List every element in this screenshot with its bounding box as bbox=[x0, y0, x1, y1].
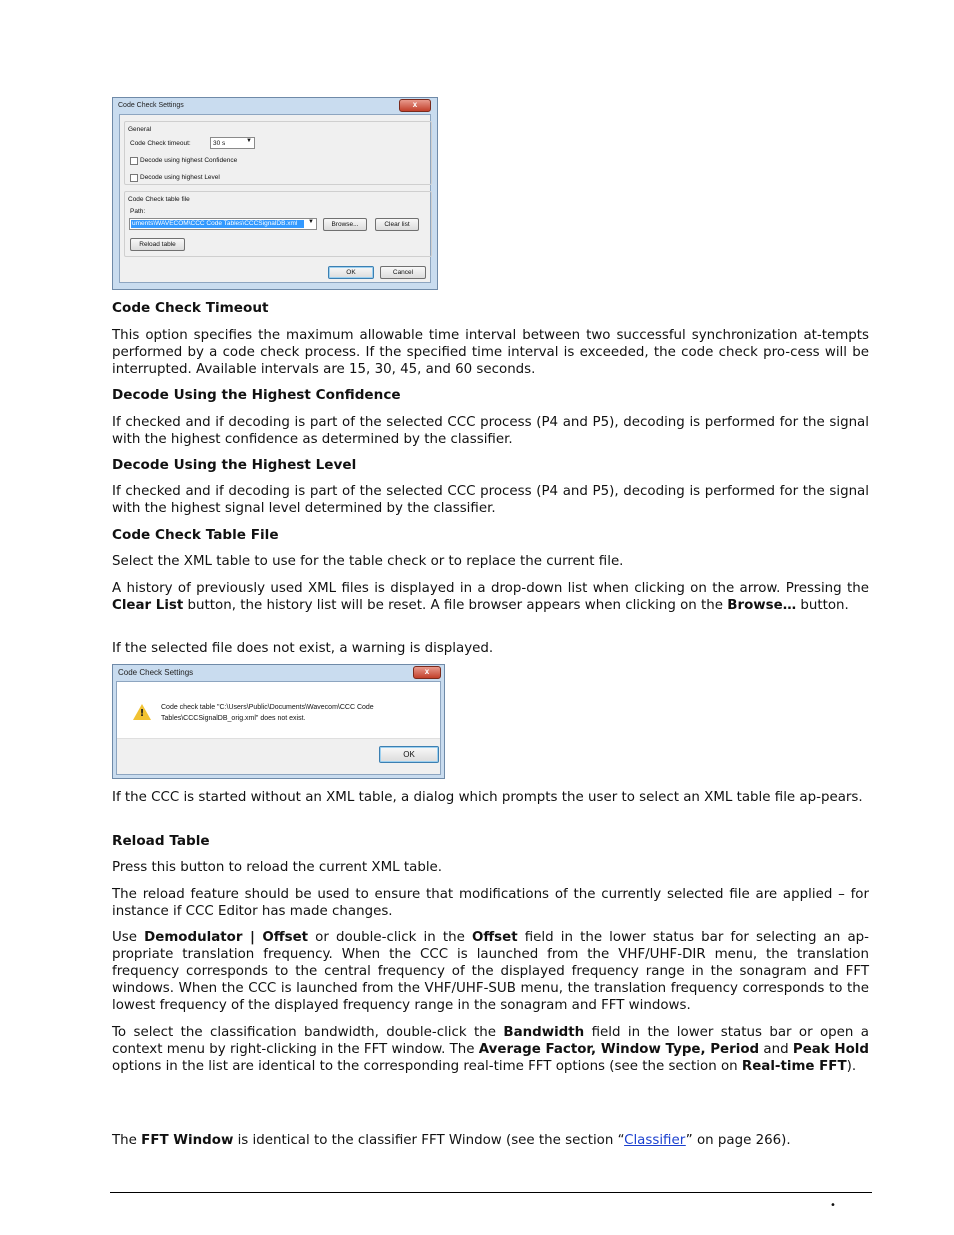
text-run: ” on page 266). bbox=[685, 1133, 791, 1148]
timeout-value: 30 s bbox=[213, 140, 226, 147]
path-label: Path: bbox=[130, 208, 146, 215]
confidence-heading: Decode Using the Highest Confidence bbox=[112, 387, 401, 403]
confidence-checkbox[interactable] bbox=[130, 157, 138, 165]
text-run: Use bbox=[112, 930, 145, 945]
text-run: To select the classification bandwidth, double-click the bbox=[112, 1025, 504, 1040]
warning-message-line-1: Code check table "C:\Users\Public\Documents\Wavecom\CCC Code bbox=[161, 704, 374, 711]
timeout-select[interactable] bbox=[210, 137, 255, 149]
timeout-label: Code Check timeout: bbox=[130, 140, 191, 147]
warning-dialog-footer bbox=[117, 738, 440, 774]
fft-window-text bbox=[112, 1132, 869, 1149]
chevron-down-icon: ▼ bbox=[308, 219, 314, 225]
browse-ref: Browse… bbox=[727, 598, 797, 613]
clear-list-ref: Clear List bbox=[112, 598, 184, 613]
dialog-title: Code Check Settings bbox=[118, 102, 184, 109]
dialog-client bbox=[119, 114, 431, 283]
browse-button[interactable]: Browse... bbox=[323, 218, 367, 231]
footer-bullet: • bbox=[830, 1200, 836, 1211]
close-icon[interactable]: x bbox=[399, 99, 431, 112]
text-run: options in the list are identical to the corresponding real-time FFT options (see the section on bbox=[112, 1059, 742, 1074]
table-file-text-3: If the selected file does not exist, a warning is displayed. bbox=[112, 641, 494, 656]
text-run: ). bbox=[846, 1059, 857, 1074]
timeout-text: This option specifies the maximum allowable time interval between two successful synchronization at-tempts performed by a code check process. If the specified time interval is exceeded, the code check pro-cess will be interrupted. Available intervals are 15, 30, 45, and 60 seconds. bbox=[112, 328, 869, 377]
no-table-text: If the CCC is started without an XML table, a dialog which prompts the user to select an XML table file ap-pears. bbox=[112, 790, 863, 805]
warning-dialog-client bbox=[116, 681, 441, 775]
demodulator-offset-ref: Demodulator | Offset bbox=[144, 930, 309, 945]
table-file-group-label: Code Check table file bbox=[128, 196, 190, 203]
level-checkbox[interactable] bbox=[130, 174, 138, 182]
close-icon[interactable]: x bbox=[413, 666, 441, 679]
warning-icon-mark: ! bbox=[139, 708, 145, 719]
path-value: uments\WAVECOM\CCC Code Tables\CCCSignalDB.xml bbox=[131, 220, 304, 228]
text-run: A history of previously used XML files is displayed in a drop-down list when clicking on the arrow. Pressing the bbox=[112, 581, 869, 596]
ok-button[interactable]: OK bbox=[328, 266, 374, 279]
table-file-heading: Code Check Table File bbox=[112, 527, 279, 543]
reload-text-2: The reload feature should be used to ensure that modifications of the currently selected file are applied – for instance if CCC Editor has made changes. bbox=[112, 887, 869, 919]
offset-ref: Offset bbox=[471, 930, 518, 945]
warning-dialog bbox=[112, 664, 445, 779]
text-run: and bbox=[759, 1042, 793, 1057]
chevron-down-icon: ▼ bbox=[246, 138, 252, 144]
warning-message-line-2: Tables\CCCSignalDB_orig.xml" does not exist. bbox=[161, 715, 306, 722]
general-group-label: General bbox=[128, 126, 152, 133]
cancel-button[interactable]: Cancel bbox=[380, 266, 426, 279]
reload-heading: Reload Table bbox=[112, 833, 210, 849]
reload-text-1: Press this button to reload the current XML table. bbox=[112, 860, 443, 875]
level-checkbox-label: Decode using highest Level bbox=[140, 174, 220, 181]
ok-button[interactable]: OK bbox=[379, 746, 439, 763]
text-run: or double-click in the bbox=[308, 930, 472, 945]
table-file-group bbox=[124, 191, 432, 257]
general-group bbox=[124, 121, 432, 185]
level-text: If checked and if decoding is part of the selected CCC process (P4 and P5), decoding is performed for the signal with the highest signal level determined by the classifier. bbox=[112, 484, 869, 516]
bandwidth-text bbox=[112, 1024, 869, 1075]
realtime-fft-ref: Real-time FFT bbox=[741, 1059, 847, 1074]
peak-hold-ref: Peak Hold bbox=[792, 1042, 869, 1057]
reload-table-button[interactable]: Reload table bbox=[130, 238, 185, 251]
text-run: button. bbox=[796, 598, 849, 613]
text-run: The bbox=[112, 1133, 142, 1148]
text-run: button, the history list will be reset. A file browser appears when clicking on the bbox=[183, 598, 728, 613]
clear-list-button[interactable]: Clear list bbox=[375, 218, 419, 231]
text-run: field in the lower status bar for selecting an ap-propriate translation frequency. When the CCC is launched from the VHF/UHF-DIR menu, the translation frequency corresponds to the central frequency of the displayed frequency range in the sonagram and FFT windows. When the CCC is launched from the VHF/UHF-SUB menu, the translation frequency corresponds to the lowest frequency of the displayed frequency range in the sonagram and FFT windows. bbox=[112, 930, 869, 1013]
level-heading: Decode Using the Highest Level bbox=[112, 457, 357, 473]
code-check-settings-dialog bbox=[112, 97, 438, 290]
confidence-text: If checked and if decoding is part of the selected CCC process (P4 and P5), decoding is performed for the signal with the highest confidence as determined by the classifier. bbox=[112, 415, 869, 447]
confidence-checkbox-label: Decode using highest Confidence bbox=[140, 157, 238, 164]
text-run: field in the lower status bar or open a context menu by right-clicking in the FFT window. The bbox=[112, 1025, 869, 1057]
footer-divider bbox=[110, 1192, 872, 1193]
offset-text bbox=[112, 929, 869, 1014]
fft-options-ref: Average Factor, Window Type, Period bbox=[478, 1042, 760, 1057]
timeout-heading: Code Check Timeout bbox=[112, 300, 269, 316]
table-file-text-2 bbox=[112, 580, 869, 614]
table-file-text-1: Select the XML table to use for the table check or to replace the current file. bbox=[112, 554, 624, 569]
fft-window-ref: FFT Window bbox=[141, 1133, 234, 1148]
path-combo[interactable] bbox=[129, 218, 317, 230]
bandwidth-ref: Bandwidth bbox=[503, 1025, 585, 1040]
warning-dialog-title: Code Check Settings bbox=[118, 668, 194, 677]
text-run: is identical to the classifier FFT Window (see the section “ bbox=[233, 1133, 625, 1148]
classifier-link[interactable]: Classifier bbox=[624, 1133, 686, 1148]
